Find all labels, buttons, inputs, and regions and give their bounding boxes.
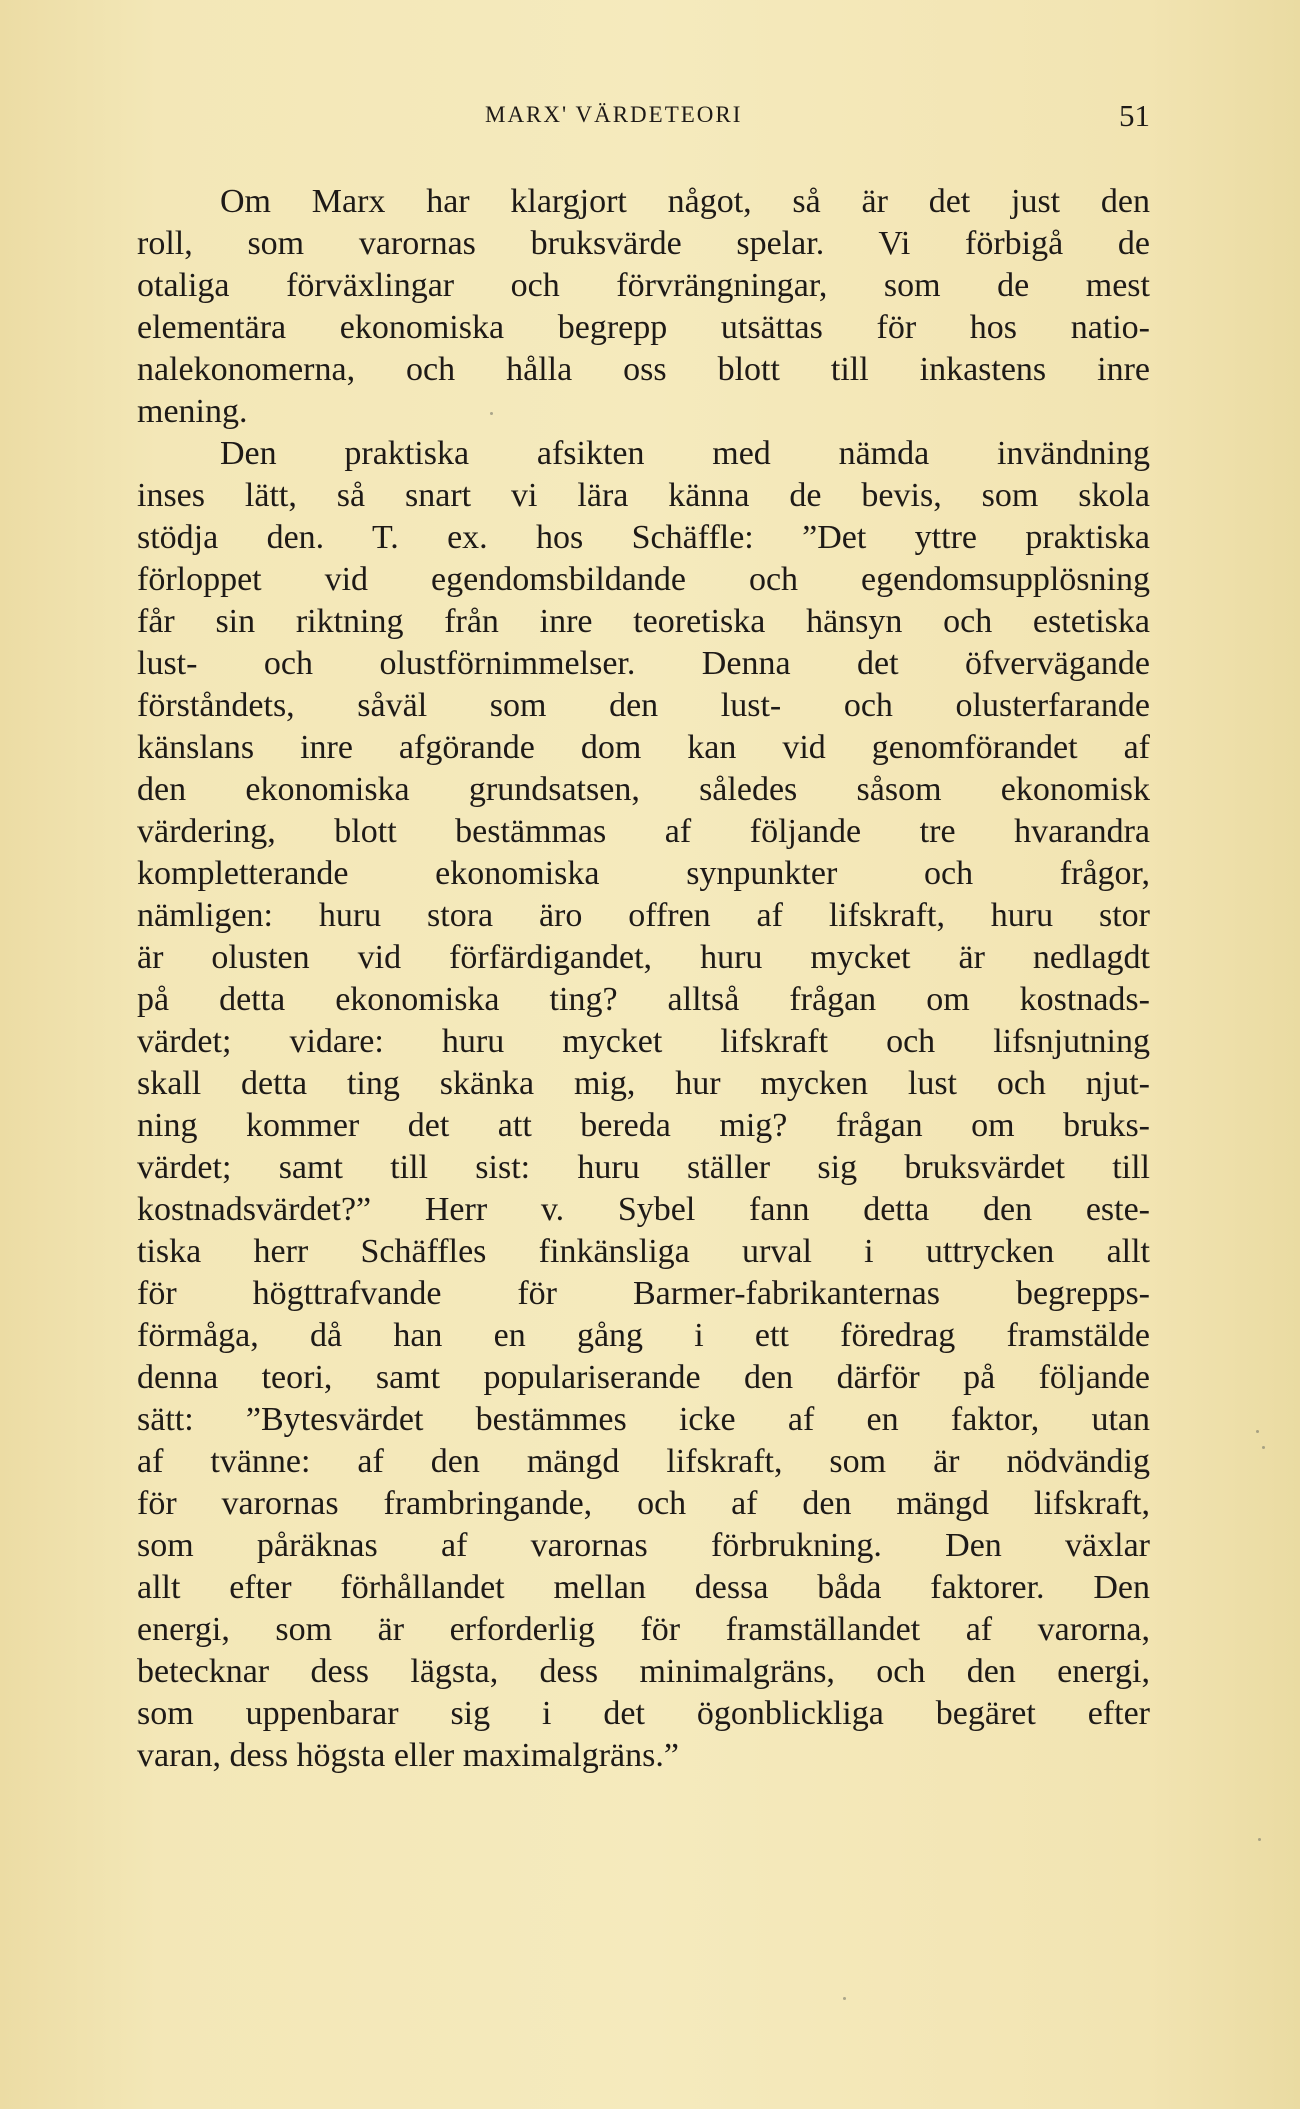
text-line: för högttrafvande för Barmer-fabrikanternas begrepps- — [137, 1275, 1150, 1312]
page-header — [137, 98, 1150, 138]
text-line: ning kommer det att bereda mig? frågan om bruks- — [137, 1107, 1150, 1144]
text-line: nämligen: huru stora äro offren af lifskraft, huru stor — [137, 897, 1150, 934]
text-line: nalekonomerna, och hålla oss blott till inkastens inre — [137, 351, 1150, 388]
text-line: värdet; samt till sist: huru ställer sig bruksvärdet till — [137, 1149, 1150, 1186]
paper-speck — [490, 412, 493, 415]
text-line: inses lätt, så snart vi lära känna de bevis, som skola — [137, 477, 1150, 514]
text-line: betecknar dess lägsta, dess minimalgräns, och den energi, — [137, 1653, 1150, 1690]
text-line: skall detta ting skänka mig, hur mycken lust och njut- — [137, 1065, 1150, 1102]
text-line: roll, som varornas bruksvärde spelar. Vi förbigå de — [137, 225, 1150, 262]
running-title: MARX' VÄRDETEORI — [485, 102, 743, 127]
text-line: Om Marx har klargjort något, så är det just den — [220, 183, 1150, 220]
text-line: denna teori, samt populariserande den därför på följande — [137, 1359, 1150, 1396]
paper-speck — [843, 1997, 846, 2000]
text-line: varan, dess högsta eller maximalgräns.” — [137, 1737, 679, 1774]
text-line: allt efter förhållandet mellan dessa båda faktorer. Den — [137, 1569, 1150, 1606]
text-line: värdet; vidare: huru mycket lifskraft och lifsnjutning — [137, 1023, 1150, 1060]
text-line: som uppenbarar sig i det ögonblickliga begäret efter — [137, 1695, 1150, 1732]
text-line: stödja den. T. ex. hos Schäffle: ”Det yttre praktiska — [137, 519, 1150, 556]
paper-speck — [1256, 1430, 1259, 1433]
text-line: elementära ekonomiska begrepp utsättas för hos natio- — [137, 309, 1150, 346]
text-line: lust- och olustförnimmelser. Denna det öfvervägande — [137, 645, 1150, 682]
text-line: af tvänne: af den mängd lifskraft, som är nödvändig — [137, 1443, 1150, 1480]
text-line: får sin riktning från inre teoretiska hänsyn och estetiska — [137, 603, 1150, 640]
text-line: på detta ekonomiska ting? alltså frågan om kostnads- — [137, 981, 1150, 1018]
page-number: 51 — [1119, 98, 1150, 133]
text-line: är olusten vid förfärdigandet, huru mycket är nedlagdt — [137, 939, 1150, 976]
text-line: mening. — [137, 393, 248, 430]
text-line: förmåga, då han en gång i ett föredrag framstälde — [137, 1317, 1150, 1354]
paper-speck — [1262, 1446, 1265, 1449]
text-line: kostnadsvärdet?” Herr v. Sybel fann detta den este- — [137, 1191, 1150, 1228]
text-line: för varornas frambringande, och af den mängd lifskraft, — [137, 1485, 1150, 1522]
text-line: värdering, blott bestämmas af följande tre hvarandra — [137, 813, 1150, 850]
text-line: sätt: ”Bytesvärdet bestämmes icke af en faktor, utan — [137, 1401, 1150, 1438]
text-line: förloppet vid egendomsbildande och egendomsupplösning — [137, 561, 1150, 598]
text-line: som påräknas af varornas förbrukning. Den växlar — [137, 1527, 1150, 1564]
text-line: den ekonomiska grundsatsen, således såsom ekonomisk — [137, 771, 1150, 808]
text-line: förståndets, såväl som den lust- och olusterfarande — [137, 687, 1150, 724]
text-line: otaliga förväxlingar och förvrängningar, som de mest — [137, 267, 1150, 304]
paper-speck — [1258, 1838, 1261, 1841]
text-line: tiska herr Schäffles finkänsliga urval i uttrycken allt — [137, 1233, 1150, 1270]
text-line: energi, som är erforderlig för framställandet af varorna, — [137, 1611, 1150, 1648]
text-line: känslans inre afgörande dom kan vid genomförandet af — [137, 729, 1150, 766]
text-line: Den praktiska afsikten med nämda invändning — [220, 435, 1150, 472]
text-line: kompletterande ekonomiska synpunkter och frågor, — [137, 855, 1150, 892]
